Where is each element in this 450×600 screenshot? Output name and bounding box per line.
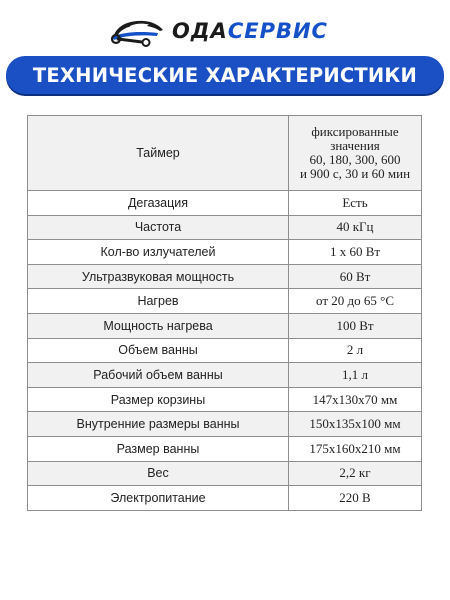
brand-name-part1: ОДА [172, 19, 228, 43]
spec-label: Нагрев [28, 289, 289, 314]
spec-value: 175х160х210 мм [289, 436, 422, 461]
table-row [28, 264, 422, 289]
table-row [28, 363, 422, 388]
spec-value: 150х135х100 мм [289, 412, 422, 437]
brand-name-part2: СЕРВИС [227, 19, 328, 43]
spec-label: Рабочий объем ванны [28, 363, 289, 388]
table-row [28, 387, 422, 412]
spec-value: 2,2 кг [289, 461, 422, 486]
table-row [28, 338, 422, 363]
spec-label: Дегазация [28, 191, 289, 216]
spec-label: Электропитание [28, 486, 289, 511]
spec-label: Размер корзины [28, 387, 289, 412]
spec-value: 1 х 60 Вт [289, 240, 422, 265]
spec-label: Частота [28, 215, 289, 240]
spec-value: Есть [289, 191, 422, 216]
spec-value: 100 Вт [289, 313, 422, 338]
spec-value-text: фиксированные значения 60, 180, 300, 600 и 900 с, 30 и 60 мин [299, 124, 411, 181]
brand-logo [108, 14, 348, 48]
spec-label: Внутренние размеры ванны [28, 412, 289, 437]
spec-value: 40 кГц [289, 215, 422, 240]
spec-value: от 20 до 65 °С [289, 289, 422, 314]
spec-value: 1,1 л [289, 363, 422, 388]
spec-label: Таймер [28, 116, 289, 191]
table-row [28, 461, 422, 486]
table-row [28, 486, 422, 511]
table-row [28, 240, 422, 265]
table-row [28, 215, 422, 240]
spec-label: Объем ванны [28, 338, 289, 363]
table-row [28, 436, 422, 461]
spec-value: 2 л [289, 338, 422, 363]
spec-label: Ультразвуковая мощность [28, 264, 289, 289]
table-row [28, 313, 422, 338]
spec-label: Мощность нагрева [28, 313, 289, 338]
table-row [28, 116, 422, 191]
table-row [28, 289, 422, 314]
spec-value: 220 В [289, 486, 422, 511]
page-title: ТЕХНИЧЕСКИЕ ХАРАКТЕРИСТИКИ [32, 63, 418, 87]
spec-value: 147х130х70 мм [289, 387, 422, 412]
title-banner [6, 56, 444, 94]
spec-label: Кол-во излучателей [28, 240, 289, 265]
spec-label: Вес [28, 461, 289, 486]
brand-name [172, 19, 328, 43]
spec-value [289, 116, 422, 191]
spec-value: 60 Вт [289, 264, 422, 289]
specs-table [27, 115, 422, 511]
spec-label: Размер ванны [28, 436, 289, 461]
table-row [28, 412, 422, 437]
table-row [28, 191, 422, 216]
car-wrench-icon [108, 15, 166, 47]
